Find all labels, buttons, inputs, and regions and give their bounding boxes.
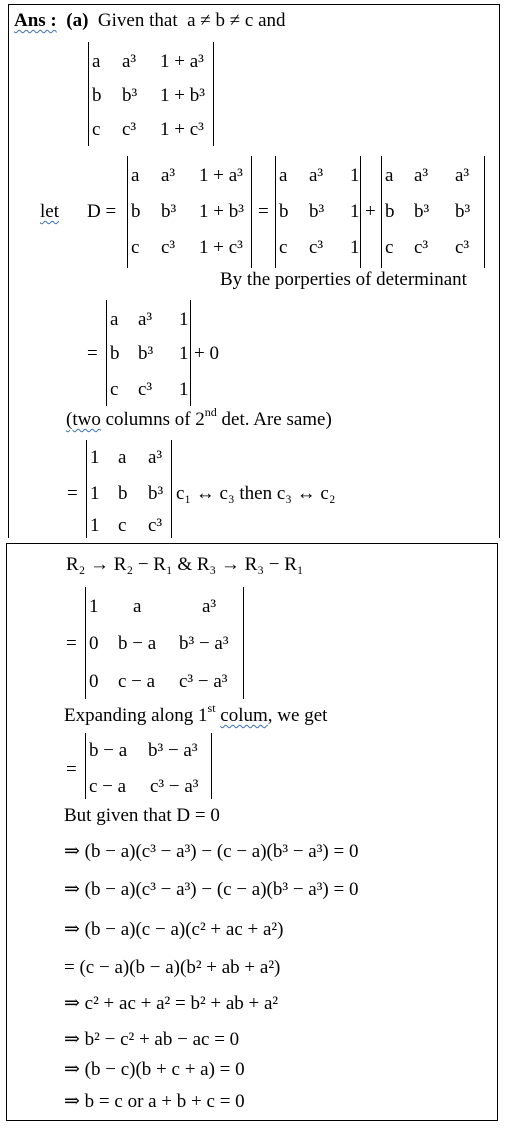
- det-bar-right: [190, 300, 191, 406]
- det-cell: a³: [122, 51, 137, 72]
- det-cell: 1 + b³: [199, 201, 244, 222]
- det-bar-right: [484, 156, 485, 268]
- det-cell: 1 + c³: [199, 237, 243, 258]
- det-bar-right: [251, 156, 252, 268]
- det-cell: a³: [309, 165, 324, 186]
- given-text: Given that: [97, 10, 178, 31]
- det-cell: c³: [455, 237, 470, 258]
- det-bar-right: [243, 587, 244, 699]
- det-cell: 1 + b³: [160, 85, 205, 106]
- derivation-step: ⇒ (b − a)(c − a)(c² + ac + a²): [64, 919, 284, 940]
- let-word: let: [40, 201, 59, 222]
- det-cell: b³: [309, 201, 325, 222]
- det-cell: a: [279, 165, 288, 186]
- plus-zero: + 0: [194, 343, 219, 364]
- det-cell: c − a: [118, 671, 156, 692]
- det-cell: c³ − a³: [179, 671, 228, 692]
- det-cell: c: [118, 515, 127, 536]
- det-bar-right: [360, 156, 361, 268]
- det-cell: b³ − a³: [148, 740, 198, 761]
- det-cell: 1: [179, 379, 189, 400]
- det-cell: b: [131, 201, 141, 222]
- det-cell: 1: [90, 483, 100, 504]
- det-cell: c³: [414, 237, 429, 258]
- equals-sign: =: [67, 483, 78, 504]
- det-cell: a³: [138, 309, 153, 330]
- det-cell: c: [110, 379, 119, 400]
- det-bar-left: [106, 300, 107, 406]
- det-cell: 1 + a³: [160, 51, 204, 72]
- expanding-colum: colum: [220, 705, 268, 726]
- det-bar-right: [213, 42, 214, 146]
- det-cell: b³: [455, 201, 471, 222]
- det-cell: 1: [350, 201, 360, 222]
- derivation-step: = (c − a)(b − a)(b² + ab + a²): [64, 957, 281, 978]
- derivation-step: ⇒ (b − a)(c³ − a³) − (c − a)(b³ − a³) = 0: [64, 879, 359, 900]
- det-cell: b: [279, 201, 289, 222]
- det-cell: a³: [455, 165, 470, 186]
- det-cell: 1: [90, 515, 100, 536]
- equals-sign: =: [66, 633, 77, 654]
- equals-sign: =: [258, 201, 269, 222]
- det-cell: c³: [309, 237, 324, 258]
- plus-sign: +: [365, 201, 376, 222]
- condition-text: a ≠ b ≠ c and: [187, 10, 286, 31]
- given-d-zero: But given that D = 0: [64, 805, 220, 826]
- det-cell: c − a: [89, 776, 127, 797]
- det-cell: b − a: [89, 740, 128, 761]
- equals-sign: =: [87, 343, 98, 364]
- det-cell: b³: [138, 343, 154, 364]
- expanding-text: Expanding along 1: [64, 705, 208, 726]
- det-cell: a³: [414, 165, 429, 186]
- note-sup: nd: [204, 405, 217, 419]
- det-cell: c: [131, 237, 140, 258]
- derivation-step: ⇒ b = c or a + b + c = 0: [64, 1091, 245, 1112]
- det-bar-left: [85, 733, 86, 799]
- det-cell: 0: [89, 671, 99, 692]
- det-bar-left: [86, 440, 87, 538]
- det-bar-left: [275, 156, 276, 268]
- det-bar-left: [85, 587, 86, 699]
- det-cell: a: [385, 165, 394, 186]
- two-word: (two: [66, 409, 101, 430]
- det-cell: b: [385, 201, 395, 222]
- det-cell: b: [110, 343, 120, 364]
- det-cell: a³: [148, 447, 163, 468]
- det-cell: 0: [89, 633, 99, 654]
- det-cell: c: [92, 119, 101, 140]
- det-cell: 1: [350, 165, 360, 186]
- det-cell: 1: [350, 237, 360, 258]
- det-cell: a: [133, 596, 142, 617]
- det-cell: b³: [414, 201, 430, 222]
- det-cell: b³ − a³: [179, 633, 229, 654]
- det-cell: 1 + c³: [160, 119, 204, 140]
- expanding-end: , we get: [267, 705, 328, 726]
- det-cell: a: [131, 165, 140, 186]
- det-cell: c: [279, 237, 288, 258]
- det-cell: 1: [89, 596, 99, 617]
- det-cell: b − a: [118, 633, 157, 654]
- expanding-sup: st: [207, 701, 216, 715]
- det-cell: a: [92, 51, 101, 72]
- det-bar-right: [211, 733, 212, 799]
- derivation-step: ⇒ c² + ac + a² = b² + ab + a²: [64, 993, 279, 1014]
- det-cell: 1: [179, 343, 189, 364]
- det-cell: 1: [179, 309, 189, 330]
- det-cell: a³: [161, 165, 176, 186]
- det-cell: 1: [90, 447, 100, 468]
- det-cell: c³ − a³: [150, 776, 199, 797]
- ans-label: Ans :: [14, 10, 57, 31]
- note-end: det. Are same): [216, 409, 332, 430]
- row-operations: R₂ → R₂ − R₁ & R₃ → R₃ − R₁: [66, 554, 304, 575]
- column-operations: c₁ ↔ c₃ then c₃ ↔ c₂: [176, 483, 336, 504]
- answer-heading: [14, 11, 286, 30]
- det-cell: 1 + a³: [199, 165, 243, 186]
- derivation-step: ⇒ (b − c)(b + c + a) = 0: [64, 1059, 245, 1080]
- derivation-step: ⇒ (b − a)(c³ − a³) − (c − a)(b³ − a³) = 0: [64, 841, 359, 862]
- det-cell: c³: [122, 119, 137, 140]
- det-bar-left: [381, 156, 382, 268]
- d-equals: D =: [87, 201, 117, 222]
- derivation-step: ⇒ b² − c² + ab − ac = 0: [64, 1029, 240, 1050]
- det-bar-left: [88, 42, 89, 146]
- det-bar-left: [127, 156, 128, 268]
- note-text: columns of 2: [100, 409, 205, 430]
- det-cell: c: [385, 237, 394, 258]
- det-cell: b³: [148, 483, 164, 504]
- part-label: (a): [66, 10, 89, 31]
- det-cell: b: [118, 483, 128, 504]
- det-cell: b³: [122, 85, 138, 106]
- det-bar-right: [171, 440, 172, 538]
- equals-sign: =: [66, 759, 77, 780]
- properties-note: By the porperties of determinant: [220, 269, 467, 290]
- det-cell: c³: [148, 515, 163, 536]
- det-cell: c³: [161, 237, 176, 258]
- det-cell: b: [92, 85, 102, 106]
- det-cell: c³: [138, 379, 153, 400]
- det-cell: b³: [161, 201, 177, 222]
- expanding-note: [64, 701, 328, 726]
- det-cell: a: [118, 447, 127, 468]
- two-columns-note: [66, 405, 332, 430]
- det-cell: a: [110, 309, 119, 330]
- det-cell: a³: [202, 596, 217, 617]
